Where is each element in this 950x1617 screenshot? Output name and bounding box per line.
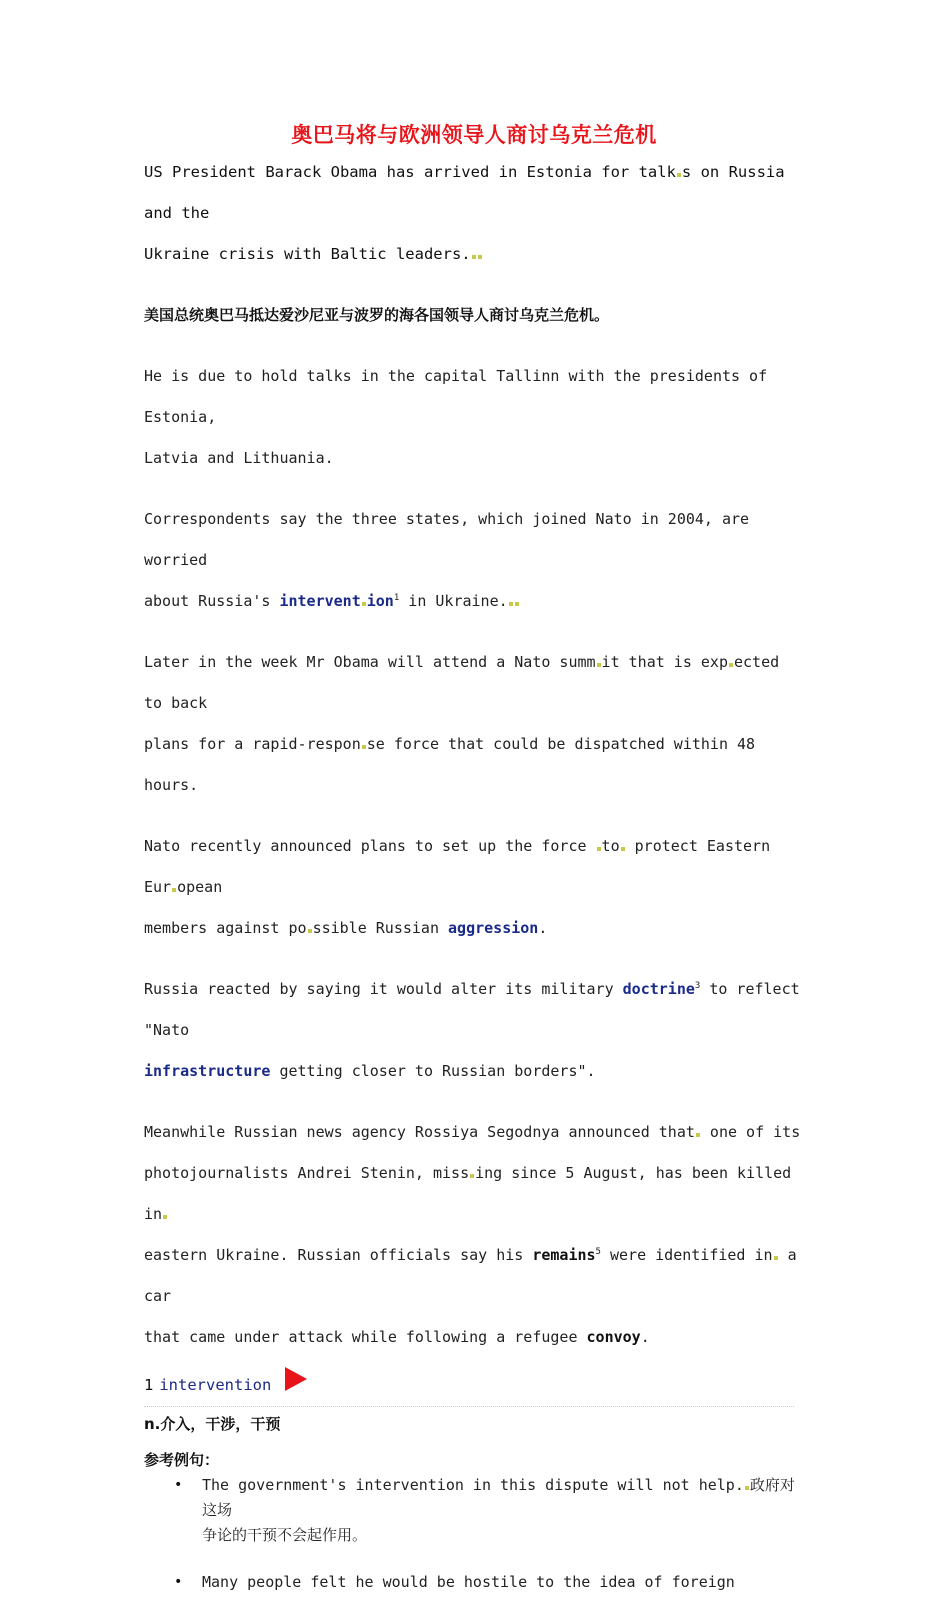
p6-text: Meanwhile Russian news agency Rossiya Segodnya announced that [144, 1123, 695, 1141]
lead-text-2: s on Russia and the [144, 163, 785, 222]
edit-marker [172, 888, 176, 892]
p6-text: a car [144, 1246, 797, 1305]
paragraph-1 [144, 356, 804, 479]
lead-text-1: US President Barack Obama has arrived in Estonia for talk [144, 163, 676, 181]
paragraph-6 [144, 1112, 804, 1358]
edit-marker [597, 847, 601, 851]
keyword-infrastructure[interactable]: infrastructure [144, 1062, 271, 1080]
paragraph-4 [144, 826, 804, 949]
p3-text: plans for a rapid- [144, 735, 307, 753]
example-zh: 争论的干预不会起作用。 [202, 1526, 368, 1544]
document-page [144, 118, 804, 1617]
p6-text: photojournalists Andrei Stenin, miss [144, 1164, 470, 1182]
p1-line-1: He is due to hold talks in the capital Tallinn with the presidents of Estonia, [144, 367, 768, 426]
p6-text: eastern Ukraine. Russian officials say his [144, 1246, 533, 1264]
keyword-remains[interactable]: remains [532, 1246, 596, 1264]
lead-text-3: Ukraine crisis with Baltic leaders. [144, 245, 471, 263]
keyword-intervention[interactable]: intervent ion [279, 592, 394, 610]
edit-marker [515, 602, 519, 606]
p3-text: Later in the week Mr Obama will attend a Nato summ [144, 653, 596, 671]
p3-text: se force that could be dispatched within 48 hours. [144, 735, 756, 794]
edit-marker [478, 255, 482, 259]
edit-marker [470, 1174, 474, 1178]
paragraph-5 [144, 969, 804, 1092]
examples-label: 参考例句： [144, 1451, 220, 1469]
p6-text: were identified in [600, 1246, 773, 1264]
vocab-heading [144, 1368, 804, 1402]
edit-marker [597, 663, 601, 667]
p6-text: n [153, 1205, 163, 1223]
footnote-ref-1[interactable]: 1 [393, 593, 400, 603]
p4-text: ssible Russian [312, 919, 449, 937]
bullet: • [174, 1477, 183, 1493]
vocab-word: intervention [159, 1376, 272, 1394]
p4-text: protect Eastern Eur [144, 837, 771, 896]
edit-marker [163, 1215, 167, 1219]
edit-marker [621, 847, 625, 851]
lead-paragraph [144, 152, 804, 275]
article-title: 奥巴马将与欧洲领导人商讨乌克兰危机 [291, 122, 657, 147]
vocab-definition: n.介入，干涉，干预 [144, 1415, 281, 1433]
edit-marker [677, 173, 681, 177]
p4-text: Nato recently announced plans to set up the force [144, 837, 596, 855]
list-item [144, 1570, 804, 1595]
example-zh: 政府对这场 [202, 1476, 795, 1519]
bullet: • [174, 1574, 183, 1590]
list-item [144, 1473, 804, 1548]
edit-marker [509, 602, 513, 606]
edit-marker [774, 1256, 778, 1260]
edit-marker [362, 602, 366, 606]
p6-text: . [640, 1328, 650, 1346]
p6-text: ing since 5 August, has been killed i [144, 1164, 792, 1223]
keyword-doctrine[interactable]: doctrine [622, 980, 695, 998]
example-en: Many people felt he would be hostile to the idea of foreign [202, 1573, 735, 1591]
paragraph-2 [144, 499, 804, 622]
p3-text: it that is exp [601, 653, 728, 671]
p5-text: Russia reacted by saying it would alter its military [144, 980, 623, 998]
p6-text: one of its [700, 1123, 801, 1141]
edit-marker [362, 745, 366, 749]
play-audio-icon[interactable] [285, 1367, 307, 1391]
p3-text: ected to back [144, 653, 780, 712]
p4-text: . [538, 919, 548, 937]
edit-marker [308, 929, 312, 933]
edit-marker [472, 255, 476, 259]
edit-marker [729, 663, 733, 667]
lead-translation: 美国总统奥巴马抵达爱沙尼亚与波罗的海各国领导人商讨乌克兰危机。 [144, 306, 610, 324]
p5-text: to reflect "Nato [144, 980, 800, 1039]
paragraph-3 [144, 642, 804, 806]
p4-text: opean [177, 878, 223, 896]
keyword-aggression[interactable]: aggression [448, 919, 539, 937]
footnote-ref-3[interactable]: 3 [694, 981, 701, 991]
example-en: The government's intervention in this dispute will not help. [202, 1476, 744, 1494]
p4-text: to [601, 837, 620, 855]
edit-marker [745, 1486, 749, 1490]
edit-marker [696, 1133, 700, 1137]
p2-line-1: Correspondents say the three states, which joined Nato in 2004, are worried [144, 510, 750, 569]
p5-text: getting closer to Russian borders". [270, 1062, 596, 1080]
p4-text: members against po [144, 919, 307, 937]
vocab-number: 1 [144, 1376, 154, 1394]
keyword-convoy[interactable]: convoy [586, 1328, 641, 1346]
footnote-ref-5[interactable]: 5 [595, 1247, 601, 1257]
p2-text-a: about Russia's [144, 592, 280, 610]
p6-text: that came under attack while following a refugee [144, 1328, 587, 1346]
p1-line-2: Latvia and Lithuania. [144, 449, 334, 467]
p2-text-b: in Ukraine. [399, 592, 508, 610]
example-list [144, 1473, 804, 1595]
p3-text: respon [306, 735, 361, 753]
